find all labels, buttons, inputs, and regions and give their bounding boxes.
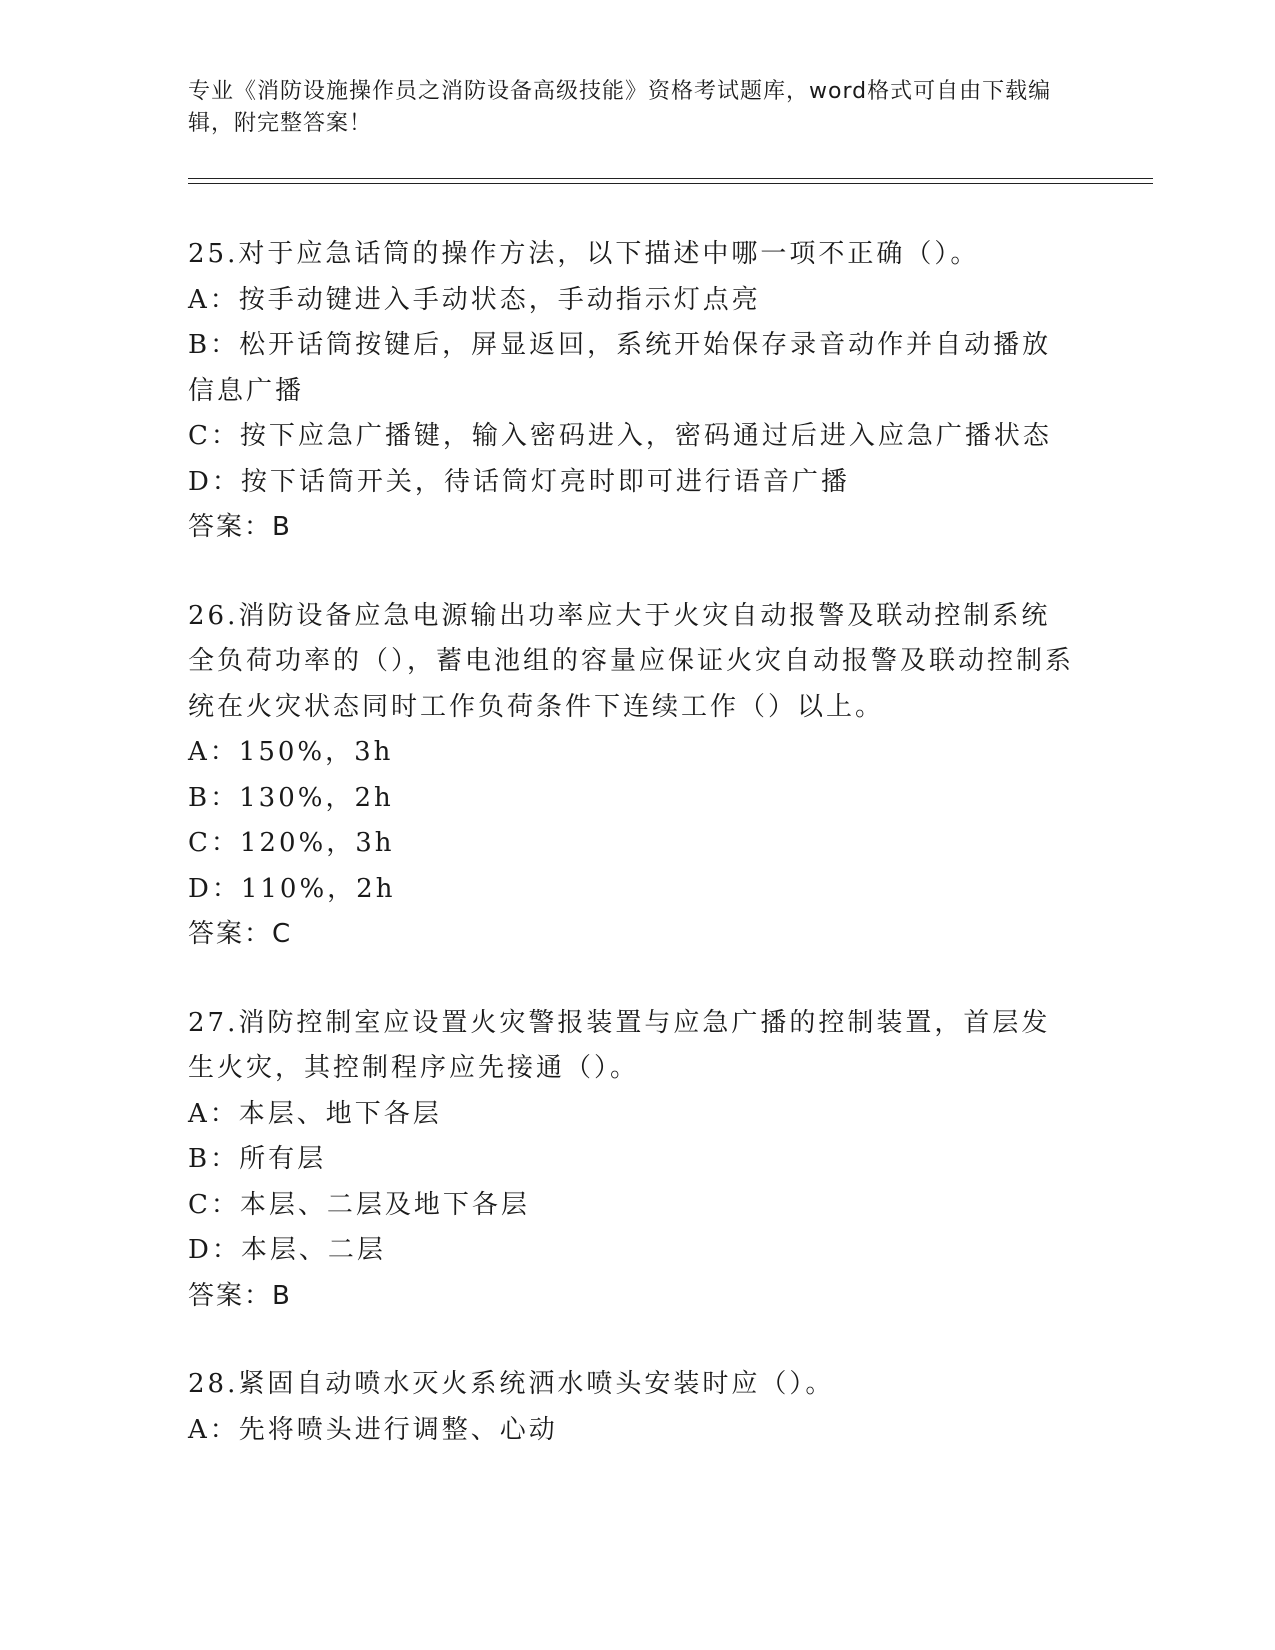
question-28 — [188, 1362, 1088, 1453]
question-25 — [188, 232, 1088, 551]
header-divider-bottom — [188, 183, 1153, 184]
question-27 — [188, 1001, 1088, 1320]
answer-label: 答案：C — [188, 919, 293, 949]
option-a: A：先将喷头进行调整、心动 — [188, 1414, 558, 1445]
document-header: 专业《消防设施操作员之消防设备高级技能》资格考试题库，word格式可自由下载编辑，附完整答案！ — [188, 79, 1052, 136]
answer-label: 答案：B — [188, 1280, 292, 1311]
option-d: D：110%，2h — [188, 873, 396, 904]
option-c: C：本层、二层及地下各层 — [188, 1189, 530, 1220]
option-c: C：120%，3h — [188, 828, 395, 858]
option-a: A：按手动键进入手动状态，手动指示灯点亮 — [188, 284, 761, 315]
question-list — [188, 232, 1088, 1496]
option-a: A：150%，3h — [188, 737, 394, 767]
option-d: D：按下话筒开关，待话筒灯亮时即可进行语音广播 — [188, 466, 850, 497]
question-stem: 26.消防设备应急电源输出功率应大于火灾自动报警及联动控制系统全负荷功率的（），蓄电池组的容量应保证火灾自动报警及联动控制系统在火灾状态同时工作负荷条件下连续工作（）以上。 — [188, 600, 1075, 722]
question-stem: 28.紧固自动喷水灭火系统洒水喷头安装时应（）。 — [188, 1369, 835, 1399]
option-d: D：本层、二层 — [188, 1235, 386, 1265]
answer-label: 答案：B — [188, 512, 292, 542]
option-a: A：本层、地下各层 — [188, 1098, 442, 1129]
question-26 — [188, 594, 1088, 958]
question-stem: 27.消防控制室应设置火灾警报装置与应急广播的控制装置，首层发生火灾，其控制程序应先接通（）。 — [188, 1007, 1051, 1083]
option-b: B：所有层 — [188, 1144, 327, 1174]
option-b: B：130%，2h — [188, 782, 394, 813]
header-divider-top — [188, 178, 1153, 179]
option-b: B：松开话筒按键后，屏显返回，系统开始保存录音动作并自动播放信息广播 — [188, 330, 1052, 406]
question-stem: 25.对于应急话筒的操作方法，以下描述中哪一项不正确（）。 — [188, 239, 980, 269]
option-c: C：按下应急广播键，输入密码进入，密码通过后进入应急广播状态 — [188, 421, 1052, 451]
